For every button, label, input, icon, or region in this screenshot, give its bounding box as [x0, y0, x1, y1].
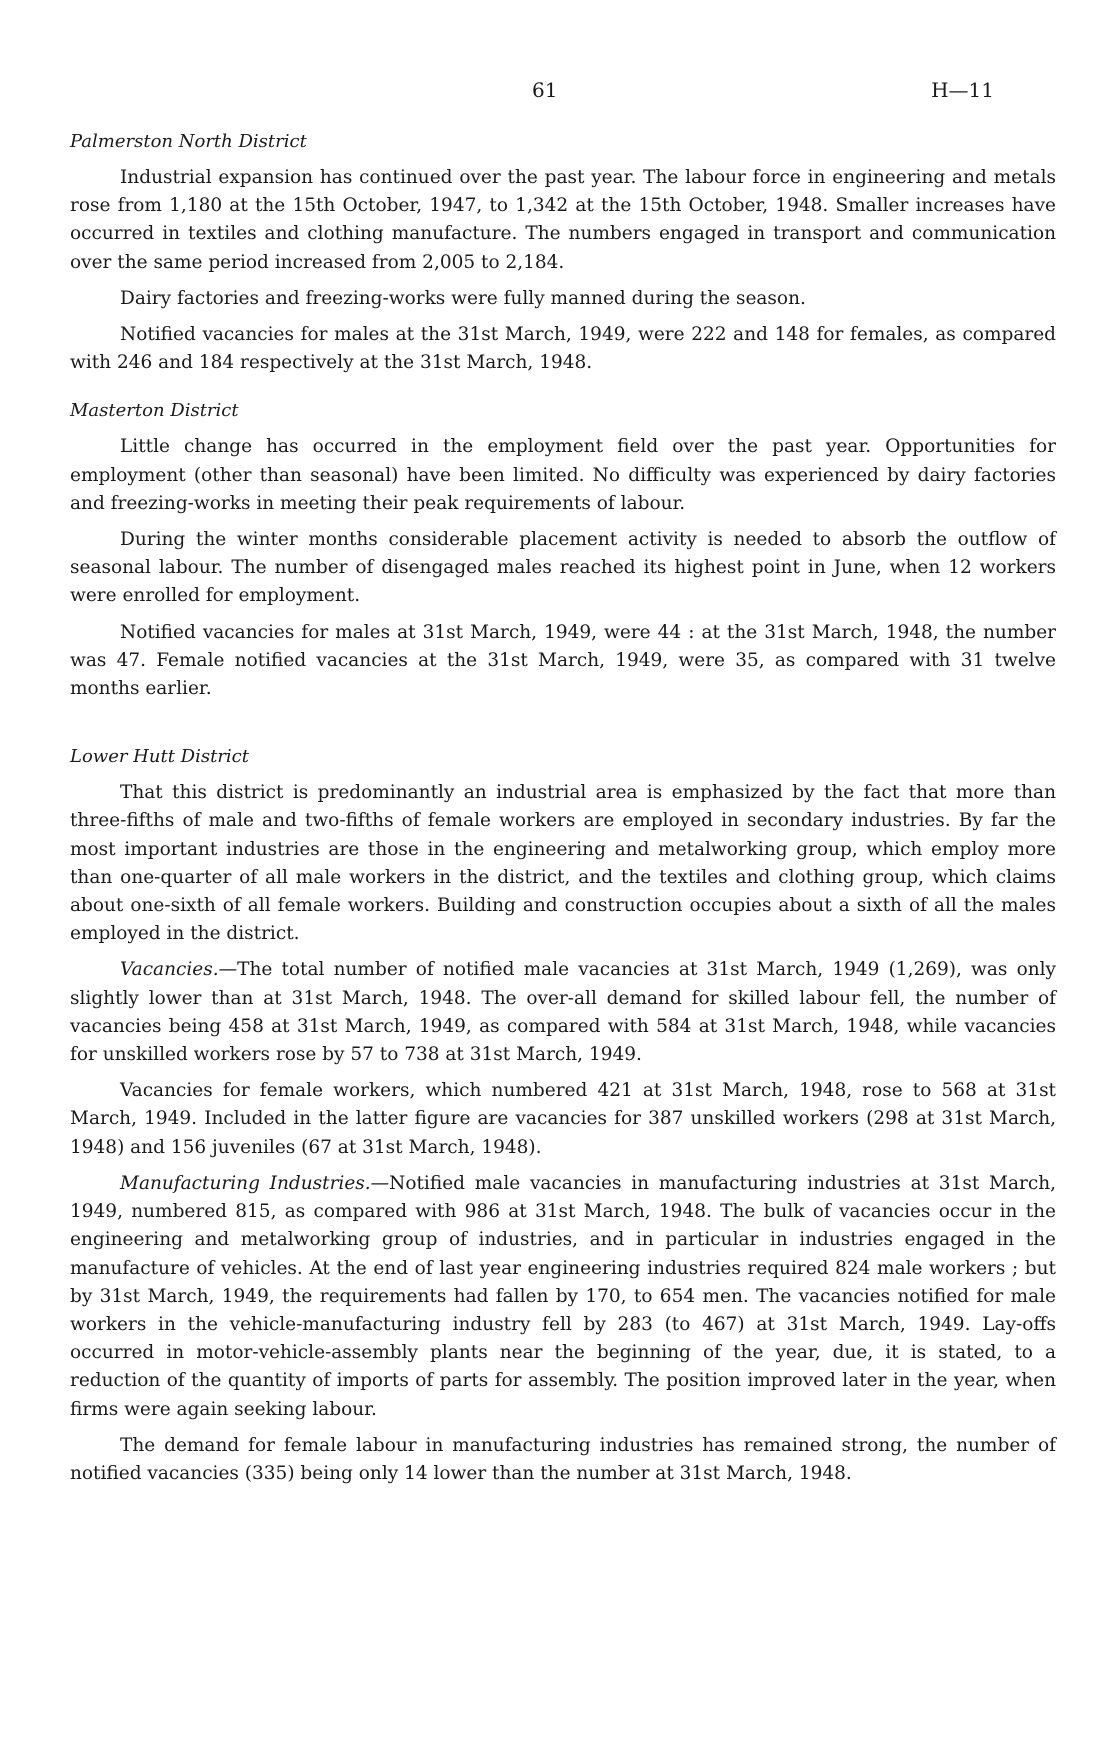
paragraph — [70, 956, 1056, 1069]
section-palmerston-north — [70, 128, 1056, 377]
section-heading: Masterton District — [70, 400, 239, 422]
section-heading: Lower Hutt District — [70, 746, 249, 768]
paragraph: During the winter months considerable placement activity is needed to absorb the outflow of seasonal labour. The number of disengaged males reached its highest point in June, when 12 workers were enrolled for employment. — [70, 529, 1056, 607]
paragraph: The demand for female labour in manufacturing industries has remained strong, the number of notified vacancies (335) being only 14 lower than the number at 31st March, 1948. — [70, 1434, 1056, 1484]
paragraph-lead: Manufacturing Industries.— — [120, 1172, 390, 1194]
paragraph-lead: Vacancies.— — [120, 959, 238, 981]
page-number: 61 — [532, 78, 558, 102]
paragraph: Industrial expansion has continued over the past year. The labour force in engineering and metals rose from 1,180 at the 15th October, 1947, to 1,342 at the 15th October, 1948. Smaller increases have occurred in textiles and clothing manufacture. The numbers engaged in transport and communication over the same period increased from 2,005 to 2,184. — [70, 167, 1056, 273]
paragraph: Vacancies for female workers, which numbered 421 at 31st March, 1948, rose to 568 at 31st March, 1949. Included in the latter figure are vacancies for 387 unskilled workers (298 at 31st March, 1948) and 156 juveniles (67 at 31st March, 1948). — [70, 1080, 1056, 1158]
section-heading: Palmerston North District — [70, 131, 307, 152]
section-masterton — [70, 397, 1056, 703]
paragraph-body: The total number of notified male vacancies at 31st March, 1949 (1,269), was only slightly lower than at 31st March, 1948. The over-all demand for skilled labour fell, the number of vacancies being 458 at 31st March, 1949, as compared with 584 at 31st March, 1948, while vacancies for unskilled workers rose by 57 to 738 at 31st March, 1949. — [70, 959, 1056, 1066]
paragraph: Dairy factories and freezing-works were fully manned during the season. — [120, 287, 806, 309]
paragraph: Notified vacancies for males at the 31st March, 1949, were 222 and 148 for females, as compared with 246 and 184 respectively at the 31st March, 1948. — [70, 324, 1056, 374]
page-header — [0, 78, 1114, 108]
section-lower-hutt — [70, 743, 1056, 1488]
document-reference: H—11 — [931, 78, 994, 102]
paragraph: Notified vacancies for males at 31st March, 1949, were 44 : at the 31st March, 1948, the number was 47. Female notified vacancies at the 31st March, 1949, were 35, as compared with 31 twelve months earlier. — [70, 621, 1056, 700]
paragraph: That this district is predominantly an industrial area is emphasized by the fact that more than three-fifths of male and two-fifths of female workers are employed in secondary industries. By far the most important industries are those in the engineering and metalworking group, which employ more than one-quarter of all male workers in the district, and the textiles and clothing group, which claims about one-sixth of all female workers. Building and construction occupies about a sixth of all the males employed in the district. — [70, 782, 1056, 945]
paragraph-body: Notified male vacancies in manufacturing industries at 31st March, 1949, numbered 815, as compared with 986 at 31st March, 1948. The bulk of vacancies occur in the engineering and metalworking group of industries, and in particular in industries engaged in the manufacture of vehicles. At the end of last year engineering industries required 824 male workers ; but by 31st March, 1949, the requirements had fallen by 170, to 654 men. The vacancies notified for male workers in the vehicle-manufacturing industry fell by 283 (to 467) at 31st March, 1949. Lay-offs occurred in motor-vehicle-assembly plants near the beginning of the year, due, it is stated, to a reduction of the quantity of imports of parts for assembly. The position improved later in the year, when firms were again seeking labour. — [70, 1172, 1056, 1420]
paragraph: Little change has occurred in the employment field over the past year. Opportunities for employment (other than seasonal) have been limited. No difficulty was experienced by dairy factories and freezing-works in meeting their peak requirements of labour. — [70, 436, 1056, 514]
page-content — [70, 128, 1056, 1496]
paragraph — [70, 1170, 1056, 1424]
